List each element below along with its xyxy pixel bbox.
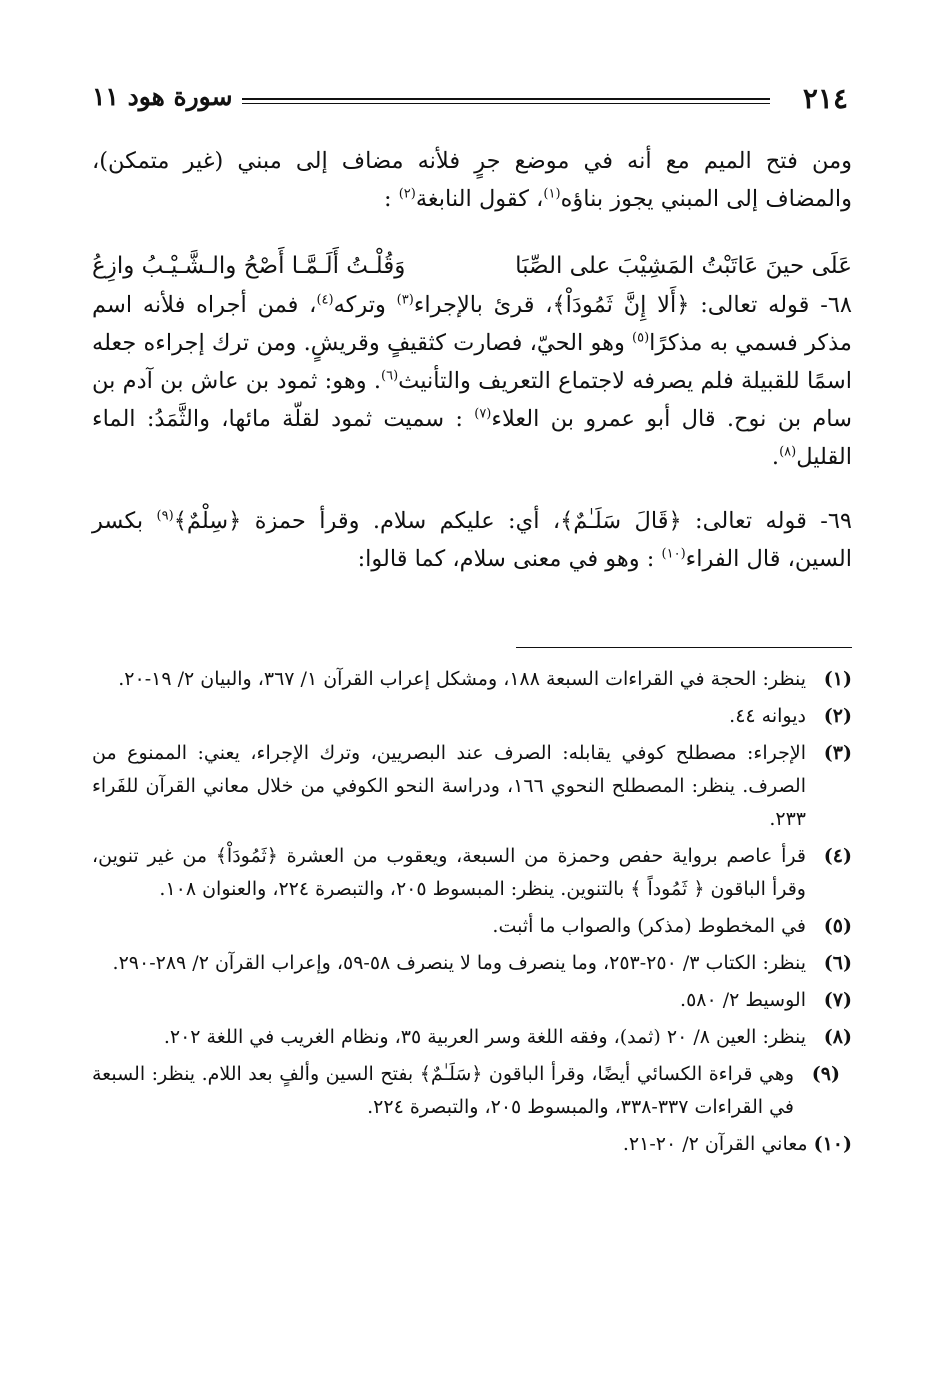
page-header — [92, 78, 848, 122]
footnote-text: قرأ عاصم برواية حفص وحمزة من السبعة، ويعقوب من العشرة ﴿ثَمُودَاْ﴾ من غير تنوين، وقرأ الباقون ﴿ ثَمُوداً ﴾ بالتنوين. ينظر: المبسوط ٢٠٥، والتبصرة ٢٢٤، والعنوان ١٠٨. — [92, 845, 806, 900]
footnote-1 — [92, 663, 852, 696]
paragraph-68: ٦٨- قوله تعالى: ﴿أَلا إِنَّ ثَمُودَاْ﴾، قرئ بالإجراء$^{(٣)}$ وتركه$^{(٤)}$، فمن أجراه فلأنه اسم مذكر فسمي به مذكرًا$^{(٥)}$ وهو الحيّ، فصارت كثقيفٍ وقريشٍ. ومن ترك إجراءه جعله اسمًا للقبيلة فلم يصرفه لاجتماع التعريف والتأنيث$^{(٦)}$. وهو: ثمود بن عاش بن آدم بن سام بن نوح. قال أبو عمرو بن العلاء$^{(٧)}$ : سميت ثمود لقلّة مائها، والثَّمَدُ: الماء القليل$^{(٨)}$. — [92, 292, 852, 470]
main-text — [92, 142, 852, 578]
footnote-ref-9[interactable]: (٩) — [156, 508, 174, 524]
footnote-ref-8[interactable]: (٨) — [779, 444, 797, 460]
footnote-number: (٦) — [823, 952, 852, 974]
footnote-9 — [92, 1058, 852, 1124]
footnote-ref-7[interactable]: (٧) — [474, 406, 492, 422]
footnote-separator — [516, 647, 852, 648]
poetry-verse — [92, 246, 852, 286]
footnote-number: (٣) — [823, 742, 852, 764]
footnote-2 — [92, 700, 852, 733]
verse-second-hemistich: وَقُلْـتُ أَلَـمَّـا أَصْحُ والـشَّـيْـبُ وازِعُ — [92, 253, 406, 279]
footnote-text: ديوانه ٤٤. — [729, 705, 806, 727]
footnotes — [92, 663, 852, 1165]
paragraph-69: ٦٩- قوله تعالى: ﴿قَالَ سَلَـٰمٌ﴾، أي: عليكم سلام. وقرأ حمزة ﴿سِلْمٌ﴾$^{(٩)}$ بكسر السين، قال الفراء$^{(١٠)}$ : وهو في معنى سلام، كما قالوا: — [92, 508, 852, 572]
page-number: ٢١٤ — [802, 82, 848, 115]
footnote-number: (٤) — [823, 845, 852, 867]
footnote-text: وهي قراءة الكسائي أيضًا، وقرأ الباقون ﴿سَلَـٰمٌ﴾ بفتح السين وألفٍ بعد اللام. ينظر: السبعة في القراءات ٣٣٧-٣٣٨، والمبسوط ٢٠٥، والتبصرة ٢٢٤. — [92, 1063, 794, 1118]
footnote-text: في المخطوط (مذكر) والصواب ما أثبت. — [492, 915, 806, 937]
footnote-number: (٥) — [823, 915, 852, 937]
footnote-number: (٧) — [823, 989, 852, 1011]
footnote-ref-1[interactable]: (١) — [543, 186, 561, 202]
footnote-number: (١) — [823, 668, 852, 690]
footnote-text: ينظر: الحجة في القراءات السبعة ١٨٨، ومشكل إعراب القرآن ١/ ٣٦٧، والبيان ٢/ ١٩-٢٠. — [118, 668, 806, 690]
header-rule — [242, 98, 770, 104]
footnote-text: ينظر: العين ٨/ ٢٠ (ثمد)، وفقه اللغة وسر العربية ٣٥، ونظام الغريب في اللغة ٢٠٢. — [163, 1026, 806, 1048]
footnote-5 — [92, 910, 852, 943]
footnote-6 — [92, 947, 852, 980]
footnote-number: (٢) — [823, 705, 852, 727]
footnote-number: (١٠) — [813, 1133, 852, 1155]
footnote-text: ينظر: الكتاب ٣/ ٢٥٠-٢٥٣، وما ينصرف وما لا ينصرف ٥٨-٥٩، وإعراب القرآن ٢/ ٢٨٩-٢٩٠. — [112, 952, 806, 974]
footnote-number: (٩) — [811, 1063, 840, 1085]
footnote-ref-10[interactable]: (١٠) — [661, 546, 686, 562]
footnote-ref-5[interactable]: (٥) — [632, 330, 650, 346]
footnote-text: معاني القرآن ٢/ ٢٠-٢١. — [622, 1133, 808, 1155]
footnote-7 — [92, 984, 852, 1017]
footnote-number: (٨) — [823, 1026, 852, 1048]
footnote-text: الوسيط ٢/ ٥٨٠. — [680, 989, 806, 1011]
footnote-ref-2[interactable]: (٢) — [398, 186, 416, 202]
footnote-4 — [92, 840, 852, 906]
footnote-10 — [92, 1128, 852, 1161]
footnote-8 — [92, 1021, 852, 1054]
footnote-ref-3[interactable]: (٣) — [396, 292, 414, 308]
footnote-ref-4[interactable]: (٤) — [316, 292, 334, 308]
verse-first-hemistich: عَلَى حينَ عَاتَبْتُ المَشِيْبَ على الصِّبَا — [515, 253, 852, 279]
paragraph-intro: ومن فتح الميم مع أنه في موضع جرٍ فلأنه مضاف إلى مبني (غير متمكن)، والمضاف إلى المبني يجوز بناؤه$^{(١)}$، كقول النابغة$^{(٢)}$ : — [92, 148, 852, 212]
surah-title: سورة هود ١١ — [92, 82, 233, 111]
footnote-text: الإجراء: مصطلح كوفي يقابله: الصرف عند البصريين، وترك الإجراء، يعني: الممنوع من الصرف. ينظر: المصطلح النحوي ١٦٦، ودراسة النحو الكوفي من خلال معاني القرآن للفَراء ٢٣٣. — [92, 742, 806, 830]
footnote-ref-6[interactable]: (٦) — [381, 368, 399, 384]
footnote-3 — [92, 737, 852, 836]
